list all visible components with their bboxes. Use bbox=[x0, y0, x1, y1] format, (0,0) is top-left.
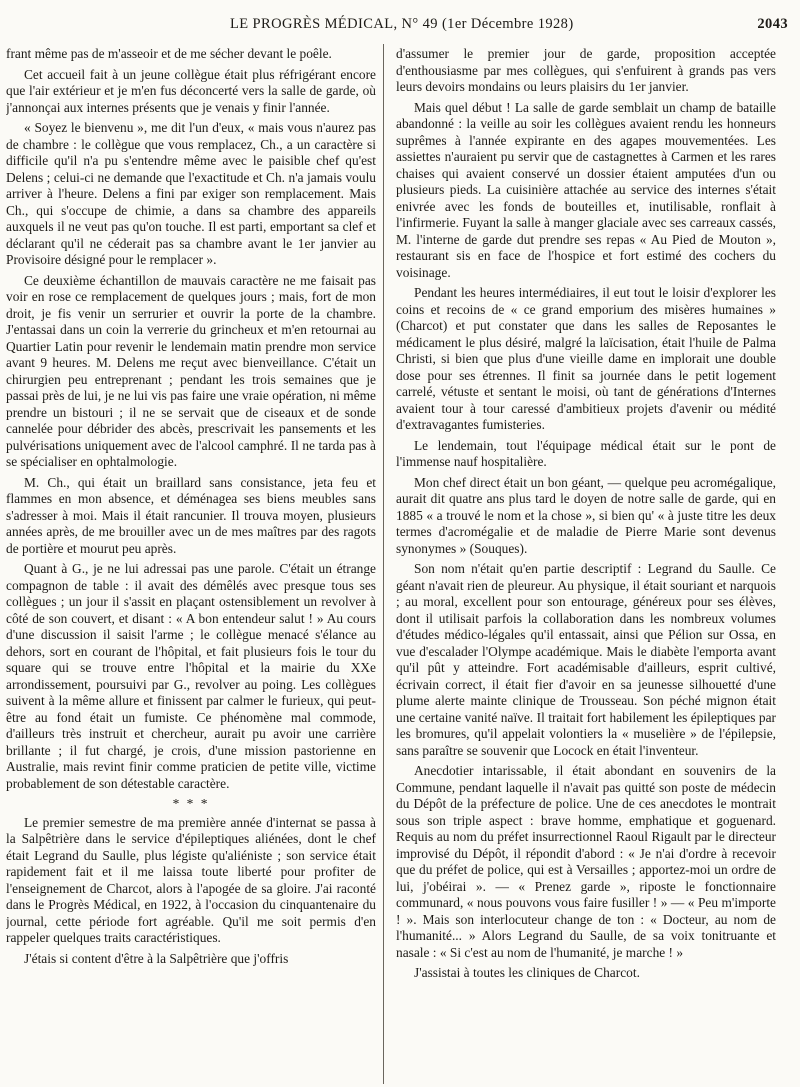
paragraph: Son nom n'était qu'en partie descriptif : Legrand du Saulle. Ce géant n'avait rien de pleureur. Au physique, il était souriant et narquois ; au moral, excellent pour son entourage, généreux pour ses élèves, dont il utilisait parfois la collaboration dans les nombreux volumes d'études médico-légales qu'il entassait, ainsi que Pélion sur Ossa, en vue d'escalader l'Olympe académique. Mais le diabète l'emporta avant qu'il pût y atteindre. Fort académisable d'ailleurs, esprit cultivé, écrivain correct, il était fier d'avoir en sa jeunesse silhouetté d'une plume alerte mainte clinique de Trousseau. Son péché mignon était une certaine vanité naïve. Il traitait fort habilement les épileptiques par les bromures, qu'il appelait volontiers la « muselière » de l'épilepsie, sans paraître se souvenir que Locock en était l'inventeur. bbox=[396, 561, 776, 758]
running-header bbox=[8, 14, 788, 36]
paragraph: Ce deuxième échantillon de mauvais caractère ne me faisait pas voir en rose ce remplacement de quelques jours ; mais, fort de mon droit, je fis venir un serrurier et ouvrir la porte de la chambre. J'entassai dans un coin la verrerie du grincheux et m'en retournai au Quartier Latin pour revenir le lendemain matin prendre mon service avant 9 heures. M. Delens me reçut avec bienveillance. C'était un chirurgien peu entreprenant ; pendant les trois semaines que je passai près de lui, je ne lui vis pas faire une vraie opération, ni même prendre un bistouri ; il ne se servait que de ciseaux et de sonde cannelée pour débrider des abcès, prescrivait les pansements et les pulvérisations uniquement avec de l'alcool camphré. Il ne tarda pas à se spécialiser en ophtalmologie. bbox=[6, 272, 376, 469]
paragraph: J'assistai à toutes les cliniques de Charcot. bbox=[414, 965, 640, 980]
paragraph: Le lendemain, tout l'équipage médical était sur le pont de l'immense nauf hospitalière. bbox=[396, 437, 776, 469]
paragraph: Le premier semestre de ma première année d'internat se passa à la Salpêtrière dans le service d'épileptiques aliénées, dont le chef était Legrand du Saulle, plus légiste qu'aliéniste ; son service était rapidement fait et il me laissa toute liberté pour profiter de l'enseignement de Charcot, alors à l'apogée de sa gloire. J'ai raconté dans le Progrès Médical, en 1922, à l'occasion du cinquantenaire du journal, cette période fort agréable. Qu'il me soit permis d'en rappeler quelques traits caractéristiques. bbox=[6, 814, 376, 945]
paragraph: Quant à G., je ne lui adressai pas une parole. C'était un étrange compagnon de table : il avait des démêlés avec presque tous ses collègues ; un jour il s'assit en plaçant ostensiblement un revolver à côté de son couvert, et disant : « A bon entendeur salut ! » Au cours d'une discussion il saisit l'arme ; le collègue menacé s'élance au dehors, sort en courant de l'hôpital, et fait plusieurs fois le tour du square qui se trouve entre l'hôpital et la mairie du XXe arrondissement, poursuivi par G., revolver au poing. Les collègues suivent à la même allure et finissent par calmer le furieux, qui peut-être au fond était un fumiste. Ce phénomène mal commode, d'ailleurs très instruit et chercheur, aurait pu avoir une carrière brillante ; il fut chargé, je crois, d'une mission pastorienne en Australie, mais revint finir comme praticien de petite ville, victime probablement de son détestable caractère. bbox=[6, 561, 376, 791]
right-column bbox=[396, 46, 776, 1081]
journal-title: LE PROGRÈS MÉDICAL, N° 49 (1er Décembre 1928) bbox=[230, 16, 574, 32]
paragraph: « Soyez le bienvenu », me dit l'un d'eux, « mais vous n'aurez pas de chambre : le collègue que vous remplacez, Ch., a un caractère si difficile qu'il n'a pu s'entendre même avec le paisible chef qu'est Delens ; celui-ci ne demande que l'exactitude et Ch. n'a jamais voulu arriver à l'heure. Delens a fini par exiger son remplacement. Mais Ch., qui s'occupe de chimie, a dans sa chambre des appareils auxquels il ne veut pas qu'on touche. Il est parti, emportant sa clef et déclarant qu'il ne céderait pas sa chambre avant le 1er janvier au Provisoire désigné pour le remplacer ». bbox=[6, 120, 376, 267]
paragraph: d'assumer le premier jour de garde, proposition acceptée d'enthousiasme par mes collègues, qui s'enfuirent à grands pas vers leurs devoirs mondains ou leurs plaisirs du 1er janvier. bbox=[396, 46, 776, 94]
paragraph: Mais quel début ! La salle de garde semblait un champ de bataille abandonné : la veille au soir les collègues avaient rendu les honneurs suprêmes à l'année expirante en des agapes mouvementées. Les assiettes n'auraient pu servir que de castagnettes à Carmen et les rares chaises qui avaient conservé un dossier étaient amputées d'un ou plusieurs pieds. La cuisinière attachée au service des internes s'était enivrée avec les fonds de bouteilles et, inutilisable, ronflait à l'infirmerie. Fuyant la salle à manger glaciale avec ses carreaux cassés, M. l'interne de garde dut prendre ses repas « Au Pied de Mouton », restaurant sis en face de l'hospice et fort estimé des cochers du voisinage. bbox=[396, 99, 776, 280]
paragraph: Cet accueil fait à un jeune collègue était plus réfrigérant encore que l'air extérieur et je m'en fus déconcerté vers la salle de garde, où j'annonçai aux internes présents que je venais y finir l'année. bbox=[6, 66, 376, 115]
paragraph: Mon chef direct était un bon géant, — quelque peu acromégalique, aurait dit quatre ans plus tard le doyen de notre salle de garde, qui en 1885 « a trouvé le nom et la chose », si bien qu' « à juste titre les deux termes d'acromégalie et de maladie de Pierre Marie sont devenus synonymes » (Souques). bbox=[396, 474, 776, 556]
paragraph: Anecdotier intarissable, il était abondant en souvenirs de la Commune, pendant laquelle il n'avait pas quitté son poste de médecin du Dépôt de la préfecture de police. Une de ces anecdotes le montrait sous son triple aspect : brave homme, emphatique et goguenard. Requis au nom du préfet insurrectionnel Raoul Rigault par le directeur improvisé du Dépôt, il répondit d'abord : « Je n'ai d'ordre à recevoir que du préfet de police, qui est à Versailles ; apportez-moi un ordre de lui, j'obéirai ». — « Prenez garde », riposte le fonctionnaire communard, « nous pouvons vous faire fusiller ! » — « Peu m'importe ! ». Mais son interlocuteur change de ton : « Docteur, au nom de l'humanité... » Alors Legrand du Saulle, de sa voix tonitruante et nasale : « Si c'est au nom de l'humanité, je marche ! » bbox=[396, 763, 776, 960]
paragraph: J'étais si content d'être à la Salpêtrière que j'offris bbox=[24, 950, 289, 966]
column-divider bbox=[383, 44, 384, 1084]
page-number: 2043 bbox=[757, 16, 788, 32]
paragraph: M. Ch., qui était un braillard sans consistance, jeta feu et flammes en mon absence, et déménagea ses biens meubles sans s'adresser à moi. Mais il était rancunier. Il trouva moyen, plusieurs années après, de me brouiller avec un de mes maîtres par des ragots de portière et mourut peu après. bbox=[6, 474, 376, 556]
paragraph: frant même pas de m'asseoir et de me sécher devant le poêle. bbox=[6, 46, 332, 61]
left-column bbox=[6, 46, 376, 1081]
section-separator: * * * bbox=[172, 796, 210, 811]
paragraph: Pendant les heures intermédiaires, il eut tout le loisir d'explorer les coins et recoins de « ce grand emporium des misères humaines » (Charcot) et put constater que dans les salles de Reposantes le médicament le plus désiré, malgré la laïcisation, était l'huile de Palma Christi, si bien que plus d'une vieille dame en implorait une double dose pour ses étrennes. Il finit sa journée dans le petit logement carrelé, vétuste et sentant le moisi, où tant de générations d'Internes avaient tour à tour caressé d'ambitieux projets d'avenir ou médité d'extravagantes fumisteries. bbox=[396, 285, 776, 432]
